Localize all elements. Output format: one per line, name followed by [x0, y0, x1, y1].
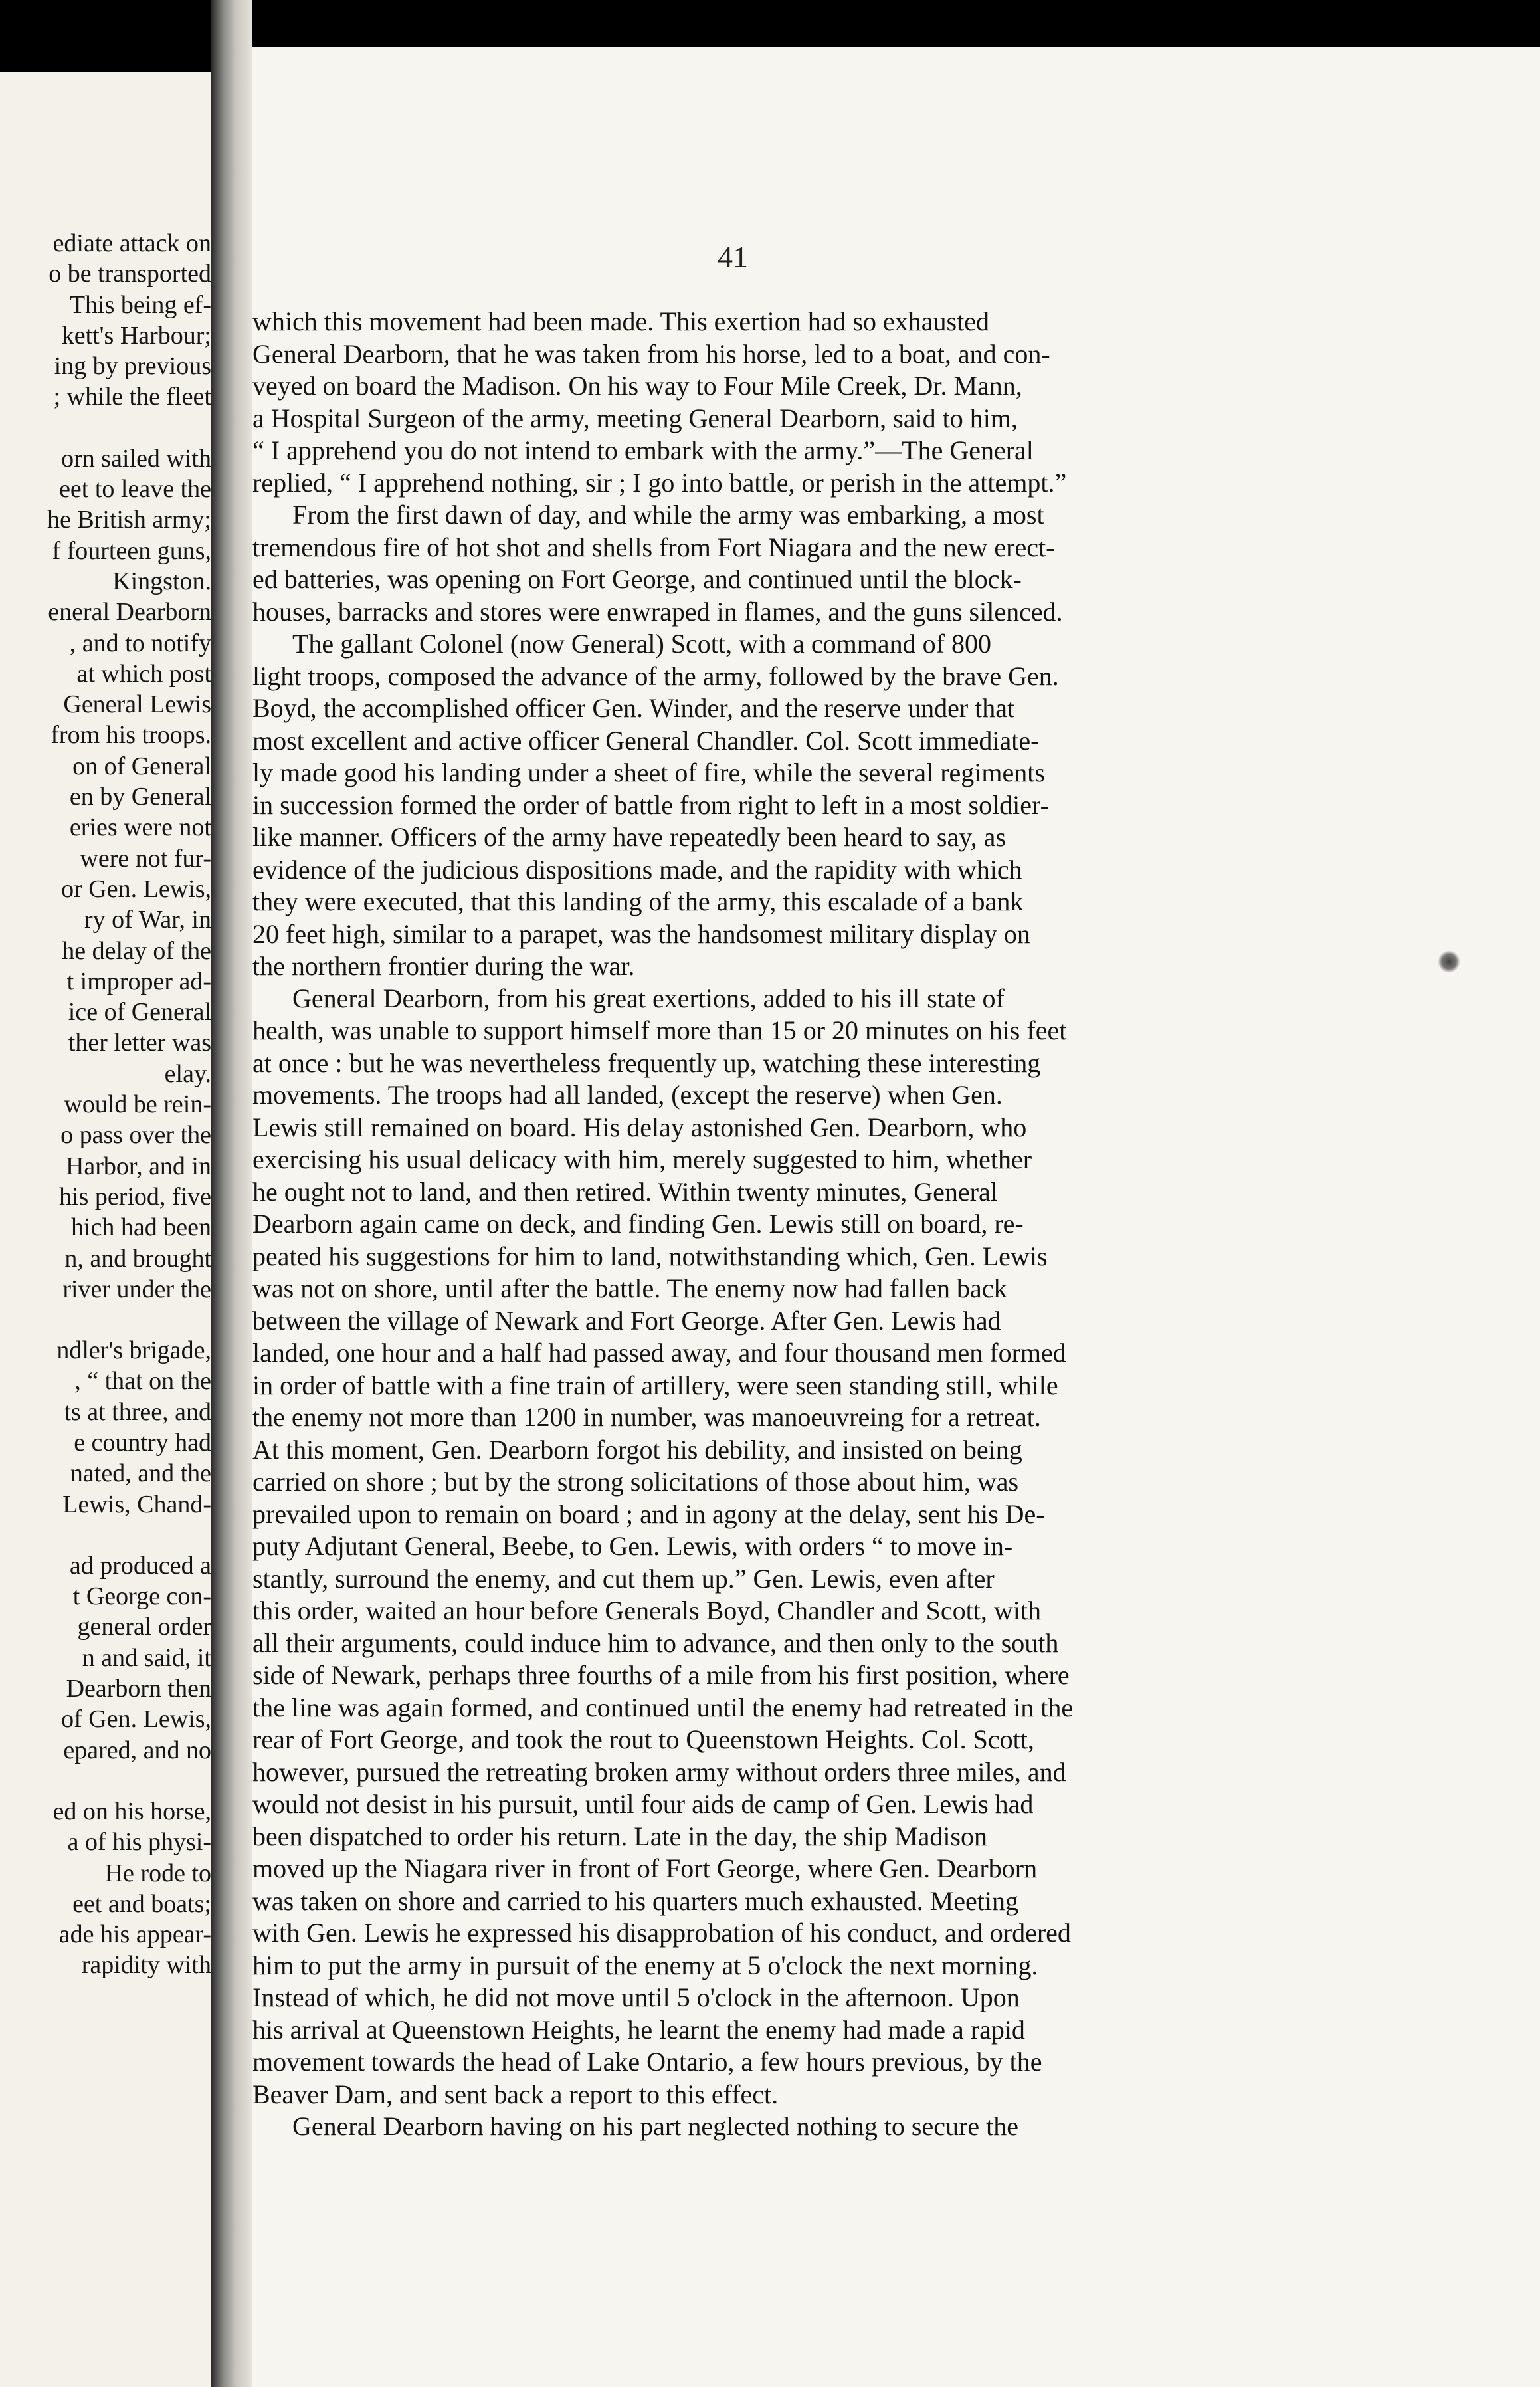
- text-line: in order of battle with a fine train of artillery, were seen standing still, while: [252, 1370, 1058, 1400]
- text-line: Beaver Dam, and sent back a report to this effect.: [252, 2079, 779, 2109]
- left-page-line: ndler's brigade,: [56, 1336, 211, 1365]
- left-page-line: ry of War, in: [84, 906, 211, 934]
- text-line: been dispatched to order his return. Late in the day, the ship Madison: [252, 1821, 987, 1851]
- left-page-line: , and to notify: [69, 629, 211, 657]
- left-page-line: He rode to: [104, 1859, 211, 1887]
- text-line: peated his suggestions for him to land, notwithstanding which, Gen. Lewis: [252, 1241, 1048, 1271]
- left-page-text-column: [12, 228, 211, 1981]
- left-page-line: his period, five: [58, 1182, 211, 1211]
- left-page-line: General Lewis: [63, 690, 211, 719]
- text-line: was not on shore, until after the battle. The enemy now had fallen back: [252, 1273, 1007, 1303]
- left-page-line: ther letter was: [68, 1029, 211, 1057]
- left-page-line: he delay of the: [62, 936, 211, 965]
- text-line: From the first dawn of day, and while the army was embarking, a most: [292, 500, 1044, 530]
- text-line: the line was again formed, and continued until the enemy had retreated in the: [252, 1692, 1074, 1722]
- text-line: Boyd, the accomplished officer Gen. Winder, and the reserve under that: [252, 693, 1015, 723]
- left-page-line: ing by previous: [54, 352, 211, 381]
- left-page-line: n, and brought: [64, 1244, 211, 1273]
- left-page-line: This being ef-: [69, 290, 211, 319]
- left-page-line: ad produced a: [69, 1551, 211, 1580]
- left-page-line: , “ that on the: [74, 1367, 211, 1396]
- text-line: the enemy not more than 1200 in number, was manoeuvreing for a retreat.: [252, 1402, 1041, 1432]
- left-page-line: of Gen. Lewis,: [61, 1705, 211, 1734]
- text-line: replied, “ I apprehend nothing, sir ; I go into battle, or perish in the attempt.”: [252, 467, 1067, 498]
- left-page-line: [12, 1520, 211, 1550]
- left-page-line: f fourteen guns,: [52, 536, 211, 565]
- left-page-line: Dearborn then: [66, 1675, 211, 1703]
- text-line: him to put the army in pursuit of the enemy at 5 o'clock the next morning.: [252, 1950, 1038, 1980]
- left-page-line: river under the: [62, 1275, 211, 1303]
- left-page-line: [12, 1304, 211, 1335]
- left-page-line: he British army;: [47, 506, 211, 534]
- text-line: prevailed upon to remain on board ; and in agony at the delay, sent his De-: [252, 1499, 1045, 1529]
- text-line: tremendous fire of hot shot and shells from Fort Niagara and the new erect-: [252, 532, 1055, 562]
- left-page-line: ediate attack on: [52, 229, 211, 257]
- left-page-line: eneral Dearborn: [48, 598, 211, 627]
- text-line: rear of Fort George, and took the rout to Queenstown Heights. Col. Scott,: [252, 1724, 1034, 1754]
- left-page-line: ed on his horse,: [52, 1797, 211, 1825]
- text-line: however, pursued the retreating broken army without orders three miles, and: [252, 1756, 1066, 1787]
- text-line: General Dearborn, that he was taken from his horse, led to a boat, and con-: [252, 338, 1050, 369]
- text-line: all their arguments, could induce him to advance, and then only to the south: [252, 1627, 1059, 1658]
- text-line: in succession formed the order of battle from right to left in a most soldier-: [252, 789, 1049, 820]
- text-line: light troops, composed the advance of the army, followed by the brave Gen.: [252, 661, 1059, 691]
- left-page-line: Kingston.: [112, 567, 211, 595]
- text-line: “ I apprehend you do not intend to embark with the army.”—The General: [252, 435, 1034, 465]
- left-page-line: kett's Harbour;: [61, 321, 211, 350]
- text-line: exercising his usual delicacy with him, merely suggested to him, whether: [252, 1144, 1032, 1174]
- left-page-line: were not fur-: [80, 844, 211, 873]
- text-line: he ought not to land, and then retired. Within twenty minutes, General: [252, 1176, 998, 1207]
- left-page-line: en by General: [69, 783, 211, 811]
- left-page-line: ice of General: [68, 998, 211, 1027]
- left-page-line: would be rein-: [64, 1090, 211, 1119]
- text-line: his arrival at Queenstown Heights, he learnt the enemy had made a rapid: [252, 2014, 1025, 2045]
- left-page-line: o pass over the: [60, 1121, 211, 1150]
- page-number: 41: [718, 240, 748, 274]
- left-page-line: epared, and no: [63, 1736, 211, 1764]
- text-line: puty Adjutant General, Beebe, to Gen. Lewis, with orders “ to move in-: [252, 1531, 1013, 1561]
- left-page-line: eet to leave the: [59, 475, 211, 504]
- right-page: [252, 47, 1540, 2387]
- left-page-line: from his troops.: [50, 721, 211, 750]
- left-page-line: [12, 413, 211, 443]
- left-page-line: nated, and the: [70, 1459, 211, 1488]
- text-line: ed batteries, was opening on Fort George, and continued until the block-: [252, 564, 1022, 594]
- text-line: Instead of which, he did not move until 5 o'clock in the afternoon. Upon: [252, 1982, 1020, 2012]
- left-page-line: general order: [77, 1613, 211, 1641]
- left-page-line: elay.: [164, 1059, 211, 1088]
- left-page-line: orn sailed with: [61, 444, 211, 472]
- text-line: would not desist in his pursuit, until four aids de camp of Gen. Lewis had: [252, 1789, 1034, 1819]
- text-line: moved up the Niagara river in front of Fort George, where Gen. Dearborn: [252, 1853, 1038, 1883]
- left-page-line: o be transported: [48, 260, 211, 288]
- text-line: 20 feet high, similar to a parapet, was the handsomest military display on: [252, 918, 1030, 949]
- text-line: health, was unable to support himself more than 15 or 20 minutes on his feet: [252, 1015, 1067, 1045]
- text-line: General Dearborn having on his part neglected nothing to secure the: [292, 2111, 1018, 2141]
- left-page-line: ade his appear-: [58, 1920, 211, 1949]
- text-line: which this movement had been made. This exertion had so exhausted: [252, 306, 989, 336]
- text-line: veyed on board the Madison. On his way to Four Mile Creek, Dr. Mann,: [252, 371, 1022, 401]
- book-gutter: [211, 0, 252, 2387]
- text-line: like manner. Officers of the army have repeatedly been heard to say, as: [252, 822, 1006, 852]
- text-line: houses, barracks and stores were enwraped in flames, and the guns silenced.: [252, 596, 1063, 627]
- text-line: at once : but he was nevertheless frequently up, watching these interesting: [252, 1047, 1041, 1078]
- left-page-line: or Gen. Lewis,: [61, 875, 211, 903]
- left-page-line: [12, 1766, 211, 1796]
- text-line: most excellent and active officer General Chandler. Col. Scott immediate-: [252, 725, 1040, 756]
- text-line: movements. The troops had all landed, (except the reserve) when Gen.: [252, 1080, 1003, 1110]
- text-line: At this moment, Gen. Dearborn forgot his debility, and insisted on being: [252, 1434, 1022, 1465]
- text-line: this order, waited an hour before Generals Boyd, Chandler and Scott, with: [252, 1596, 1041, 1625]
- text-line: Lewis still remained on board. His delay astonished Gen. Dearborn, who: [252, 1112, 1027, 1142]
- text-line: they were executed, that this landing of the army, this escalade of a bank: [252, 886, 1024, 916]
- text-line: the northern frontier during the war.: [252, 951, 635, 981]
- left-page-line: a of his physi-: [67, 1828, 211, 1857]
- text-line: stantly, surround the enemy, and cut them up.” Gen. Lewis, even after: [252, 1563, 995, 1594]
- left-page-line: rapidity with: [81, 1951, 211, 1980]
- left-page-line: Lewis, Chand-: [62, 1490, 211, 1518]
- text-line: with Gen. Lewis he expressed his disapprobation of his conduct, and ordered: [252, 1918, 1071, 1948]
- left-facing-page: [0, 72, 211, 2387]
- left-page-line: n and said, it: [82, 1643, 211, 1672]
- text-line: evidence of the judicious dispositions made, and the rapidity with which: [252, 854, 1022, 884]
- left-page-line: ts at three, and: [64, 1398, 211, 1426]
- text-line: a Hospital Surgeon of the army, meeting General Dearborn, said to him,: [252, 403, 1018, 433]
- left-page-line: hich had been: [70, 1213, 211, 1242]
- left-page-line: t George con-: [72, 1582, 211, 1611]
- left-page-line: e country had: [74, 1428, 211, 1457]
- text-line: General Dearborn, from his great exertions, added to his ill state of: [292, 983, 1005, 1013]
- text-line: landed, one hour and a half had passed away, and four thousand men formed: [252, 1338, 1066, 1368]
- left-page-line: on of General: [72, 752, 211, 780]
- text-line: carried on shore ; but by the strong solicitations of those about him, was: [252, 1467, 1019, 1497]
- left-page-line: at which post: [76, 659, 211, 688]
- left-page-line: Harbor, and in: [65, 1152, 211, 1180]
- left-page-line: eries were not: [69, 813, 211, 842]
- body-text: [252, 306, 1296, 2143]
- print-speck: [1438, 950, 1460, 973]
- left-page-line: ; while the fleet: [53, 383, 211, 411]
- left-page-line: t improper ad-: [66, 967, 211, 995]
- text-line: side of Newark, perhaps three fourths of a mile from his first position, where: [252, 1660, 1070, 1690]
- text-line: The gallant Colonel (now General) Scott, with a command of 800: [292, 629, 991, 659]
- text-line: ly made good his landing under a sheet of fire, while the several regiments: [252, 758, 1045, 787]
- left-page-line: eet and boats;: [72, 1889, 211, 1918]
- text-line: between the village of Newark and Fort George. After Gen. Lewis had: [252, 1305, 1001, 1336]
- text-line: Dearborn again came on deck, and finding Gen. Lewis still on board, re-: [252, 1209, 1024, 1239]
- text-line: movement towards the head of Lake Ontario, a few hours previous, by the: [252, 2047, 1042, 2077]
- text-line: was taken on shore and carried to his quarters much exhausted. Meeting: [252, 1885, 1018, 1916]
